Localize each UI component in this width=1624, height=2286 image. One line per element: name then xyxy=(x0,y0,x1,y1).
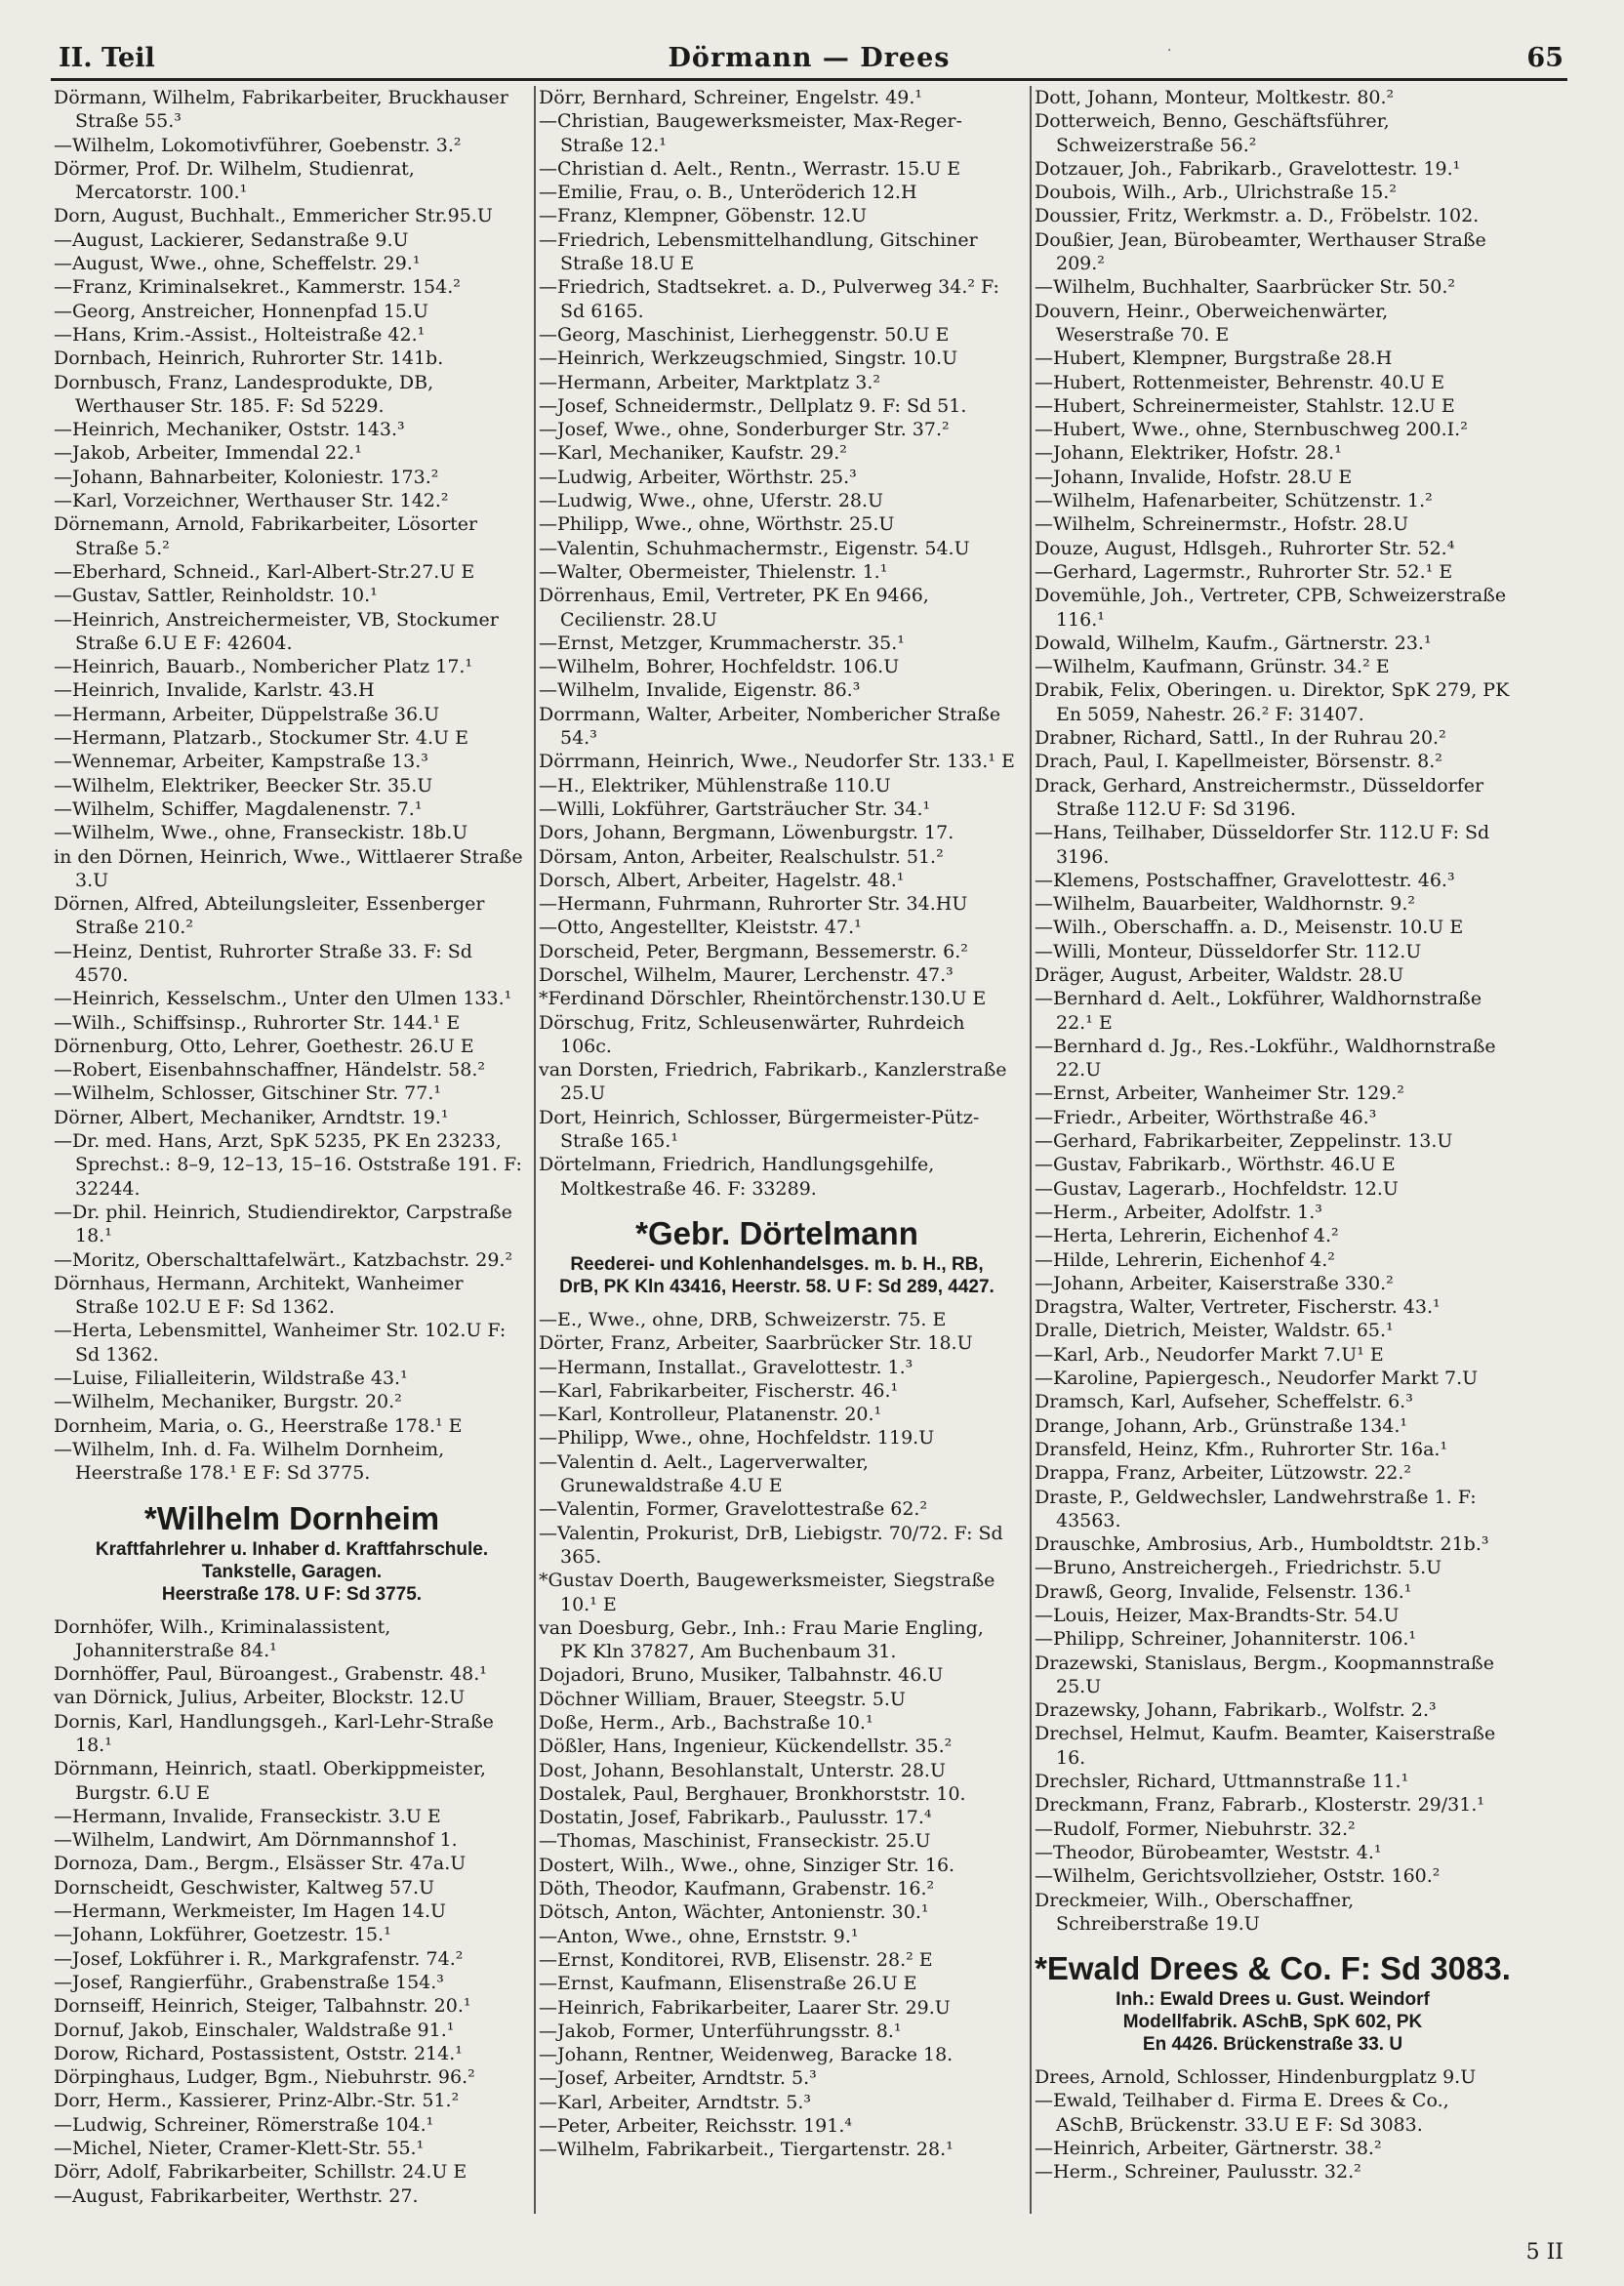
directory-entry: —Theodor, Bürobeamter, Weststr. 4.¹ xyxy=(1035,1841,1382,1863)
directory-entry: —Wilhelm, Fabrikarbeit., Tiergartenstr. 28.¹ xyxy=(539,2139,954,2161)
directory-entry: —Hermann, Arbeiter, Düppelstraße 36.U xyxy=(54,703,440,725)
directory-entry: —Emilie, Frau, o. B., Unteröderich 12.H xyxy=(539,182,917,204)
directory-entry: —Heinrich, Werkzeugschmied, Singstr. 10.U xyxy=(539,347,958,370)
directory-entry: Dorr, Herm., Kassierer, Prinz-Albr.-Str. 51.² xyxy=(54,2090,460,2112)
directory-entry: —Ludwig, Schreiner, Römerstraße 104.¹ xyxy=(54,2113,434,2136)
directory-entry: —Heinrich, Bauarb., Nombericher Platz 17.¹ xyxy=(54,656,473,678)
directory-entry: Dowald, Wilhelm, Kaufm., Gärtnerstr. 23.¹ xyxy=(1035,632,1432,654)
directory-entry: Doussier, Fritz, Werkmstr. a. D., Fröbelstr. 102. xyxy=(1035,205,1480,227)
directory-entry: —Wilhelm, Bohrer, Hochfeldstr. 106.U xyxy=(539,656,900,678)
directory-entry: —H., Elektriker, Mühlenstraße 110.U xyxy=(539,774,891,796)
directory-entry: —Christian, Baugewerksmeister, Max-Reger-Straße 12.¹ xyxy=(539,110,962,156)
directory-entry: Dramsch, Karl, Aufseher, Scheffelstr. 6.³ xyxy=(1035,1391,1413,1413)
directory-entry: —Otto, Angestellter, Kleiststr. 47.¹ xyxy=(539,917,862,939)
directory-entry: —Friedrich, Stadtsekret. a. D., Pulverweg 34.² F: Sd 6165. xyxy=(539,276,999,322)
directory-entry: —Hubert, Wwe., ohne, Sternbuschweg 200.I.² xyxy=(1035,419,1468,441)
directory-entry: —Herta, Lehrerin, Eichenhof 4.² xyxy=(1035,1225,1339,1247)
directory-entry: Dörr, Adolf, Fabrikarbeiter, Schillstr. 24.U E xyxy=(54,2161,467,2184)
directory-entry: —Wilhelm, Lokomotivführer, Goebenstr. 3.² xyxy=(54,134,462,156)
directory-entry: Douze, August, Hdlsgeh., Ruhrorter Str. 52.⁴ xyxy=(1035,537,1455,559)
directory-entry: Dostatin, Josef, Fabrikarb., Paulusstr. 17.⁴ xyxy=(539,1807,932,1829)
directory-entry: Dornseiff, Heinrich, Steiger, Talbahnstr. 20.¹ xyxy=(54,1995,471,2018)
directory-entry: Doße, Herm., Arb., Bachstraße 10.¹ xyxy=(539,1712,873,1734)
directory-entry: —Ewald, Teilhaber d. Firma E. Drees & Co., ASchB, Brückenstr. 33.U E F: Sd 3083. xyxy=(1035,2090,1449,2136)
directory-entry: —Ernst, Kaufmann, Elisenstraße 26.U E xyxy=(539,1973,917,1995)
directory-entry: —Franz, Kriminalsekret., Kammerstr. 154.² xyxy=(54,276,461,299)
directory-entry: —Josef, Rangierführ., Grabenstraße 154.³ xyxy=(54,1971,444,1993)
directory-entry: Dornis, Karl, Handlungsgeh., Karl-Lehr-Straße 18.¹ xyxy=(54,1710,494,1756)
directory-entry: Dorschel, Wilhelm, Maurer, Lerchenstr. 47.³ xyxy=(539,963,954,986)
directory-entry: Dost, Johann, Besohlanstalt, Unterstr. 28.U xyxy=(539,1759,946,1781)
directory-entry: —Hermann, Invalide, Franseckistr. 3.U E xyxy=(54,1805,441,1827)
directory-entry: —Willi, Lokführer, Gartsträucher Str. 34.¹ xyxy=(539,797,931,820)
directory-entry: —Wilhelm, Landwirt, Am Dörnmannshof 1. xyxy=(54,1829,458,1852)
directory-entry: —Hermann, Installat., Gravelottestr. 1.³ xyxy=(539,1356,914,1378)
directory-entry: Dörschug, Fritz, Schleusenwärter, Ruhrdeich 106c. xyxy=(539,1011,965,1057)
directory-entry: —Willi, Monteur, Düsseldorfer Str. 112.U xyxy=(1035,940,1422,962)
directory-entry: —August, Lackierer, Sedanstraße 9.U xyxy=(54,228,409,251)
directory-entry: —Hermann, Fuhrmann, Ruhrorter Str. 34.HU xyxy=(539,893,968,916)
directory-entry: Dörrenhaus, Emil, Vertreter, PK En 9466, Cecilienstr. 28.U xyxy=(539,585,929,631)
directory-entry: Dörnemann, Arnold, Fabrikarbeiter, Lösorter Straße 5.² xyxy=(54,513,478,559)
directory-entry: Dörner, Albert, Mechaniker, Arndtstr. 19.¹ xyxy=(54,1106,449,1128)
column-1 xyxy=(54,86,530,2233)
advertisement-title: *Gebr. Dörtelmann xyxy=(635,1214,918,1251)
directory-entry: Drees, Arnold, Schlosser, Hindenburgplatz 9.U xyxy=(1035,2066,1477,2089)
directory-entry: Dors, Johann, Bergmann, Löwenburgstr. 17. xyxy=(539,822,954,844)
directory-entry: —Gustav, Lagerarb., Hochfeldstr. 12.U xyxy=(1035,1177,1399,1200)
directory-entry: —Herm., Schreiner, Paulusstr. 32.² xyxy=(1035,2161,1361,2184)
directory-entry: —Hans, Teilhaber, Düsseldorfer Str. 112.U F: Sd 3196. xyxy=(1035,822,1490,868)
directory-entry: —Josef, Arbeiter, Arndtstr. 5.³ xyxy=(539,2067,817,2090)
page-header xyxy=(51,39,1567,81)
directory-entry: Dotzauer, Joh., Fabrikarb., Gravelottestr. 19.¹ xyxy=(1035,157,1461,180)
directory-entry: Dörnhaus, Hermann, Architekt, Wanheimer Straße 102.U E F: Sd 1362. xyxy=(54,1272,464,1319)
directory-entry: —Bernhard d. Jg., Res.-Lokführ., Waldhornstraße 22.U xyxy=(1035,1035,1496,1082)
directory-entry: —Johann, Lokführer, Goetzestr. 15.¹ xyxy=(54,1924,391,1946)
directory-entry: —Hermann, Platzarb., Stockumer Str. 4.U E xyxy=(54,727,468,750)
directory-entry: —Dr. med. Hans, Arzt, SpK 5235, PK En 23233, Sprechst.: 8–9, 12–13, 15–16. Oststraße 191. F: 32244. xyxy=(54,1130,522,1200)
directory-entry: —Peter, Arbeiter, Reichsstr. 191.⁴ xyxy=(539,2115,853,2138)
directory-entry: Dötsch, Anton, Wächter, Antonienstr. 30.¹ xyxy=(539,1901,929,1924)
directory-entry: —Valentin, Prokurist, DrB, Liebigstr. 70/72. F: Sd 365. xyxy=(539,1522,1003,1568)
section-label: II. Teil xyxy=(59,43,155,73)
directory-entry: —Ernst, Konditorei, RVB, Elisenstr. 28.² E xyxy=(539,1948,933,1971)
directory-entry: —Johann, Elektriker, Hofstr. 28.¹ xyxy=(1035,442,1342,465)
directory-entry: Drabik, Felix, Oberingen. u. Direktor, SpK 279, PK En 5059, Nahestr. 26.² F: 31407. xyxy=(1035,679,1510,725)
directory-entry: Drechsel, Helmut, Kaufm. Beamter, Kaiserstraße 16. xyxy=(1035,1723,1496,1769)
directory-entry: —Walter, Obermeister, Thielenstr. 1.¹ xyxy=(539,560,888,583)
directory-entry: —Michel, Nieter, Cramer-Klett-Str. 55.¹ xyxy=(54,2138,425,2160)
directory-entry: —Heinrich, Anstreichermeister, VB, Stockumer Straße 6.U E F: 42604. xyxy=(54,608,499,654)
directory-entry: —Christian d. Aelt., Rentn., Werrastr. 15.U E xyxy=(539,157,961,180)
directory-entry: —Wilhelm, Wwe., ohne, Franseckistr. 18b.U xyxy=(54,822,468,844)
directory-entry: —Hilde, Lehrerin, Eichenhof 4.² xyxy=(1035,1248,1335,1271)
directory-entry: —Hermann, Arbeiter, Marktplatz 3.² xyxy=(539,371,881,393)
directory-entry: in den Dörnen, Heinrich, Wwe., Wittlaerer Straße 3.U xyxy=(54,845,523,891)
directory-entry: —Karl, Mechaniker, Kaufstr. 29.² xyxy=(539,442,847,465)
advertisement-line: En 4426. Brückenstraße 33. U xyxy=(1142,2034,1403,2056)
directory-entry: van Doesburg, Gebr., Inh.: Frau Marie Engling, PK Kln 37827, Am Buchenbaum 31. xyxy=(539,1616,984,1663)
directory-entry: Drauschke, Ambrosius, Arb., Humboldtstr. 21b.³ xyxy=(1035,1533,1489,1556)
directory-entry: Dornuf, Jakob, Einschaler, Waldstraße 91.¹ xyxy=(54,2019,455,2041)
directory-entry: —Valentin d. Aelt., Lagerverwalter, Grunewaldstraße 4.U E xyxy=(539,1450,869,1497)
directory-entry: Dörnmann, Heinrich, staatl. Oberkippmeister, Burgstr. 6.U E xyxy=(54,1758,486,1804)
directory-entry: Douvern, Heinr., Oberweichenwärter, Weserstraße 70. E xyxy=(1035,300,1389,346)
directory-entry: —Johann, Rentner, Weidenweg, Baracke 18. xyxy=(539,2044,954,2066)
directory-entry: van Dorsten, Friedrich, Fabrikarb., Kanzlerstraße 25.U xyxy=(539,1059,1007,1105)
directory-entry: —Wennemar, Arbeiter, Kampstraße 13.³ xyxy=(54,751,428,773)
directory-entry: Dornhöfer, Wilh., Kriminalassistent, Johanniterstraße 84.¹ xyxy=(54,1615,391,1661)
directory-entry: Dornhöffer, Paul, Büroangest., Grabenstr. 48.¹ xyxy=(54,1663,487,1686)
directory-entry: —Friedr., Arbeiter, Wörthstraße 46.³ xyxy=(1035,1106,1377,1128)
directory-entry: —Franz, Klempner, Göbenstr. 12.U xyxy=(539,205,868,227)
directory-entry: —Karl, Kontrolleur, Platanenstr. 20.¹ xyxy=(539,1404,882,1426)
directory-entry: —Karl, Fabrikarbeiter, Fischerstr. 46.¹ xyxy=(539,1379,899,1402)
directory-entry: —Josef, Wwe., ohne, Sonderburger Str. 37.² xyxy=(539,419,950,441)
directory-entry: Dojadori, Bruno, Musiker, Talbahnstr. 46.U xyxy=(539,1664,944,1687)
directory-entry: Dörmer, Prof. Dr. Wilhelm, Studienrat, Mercatorstr. 100.¹ xyxy=(54,157,415,204)
directory-entry: Dotterweich, Benno, Geschäftsführer, Schweizerstraße 56.² xyxy=(1035,110,1390,156)
directory-entry: Dralle, Dietrich, Meister, Waldstr. 65.¹ xyxy=(1035,1320,1394,1342)
directory-entry: Dragstra, Walter, Vertreter, Fischerstr. 43.¹ xyxy=(1035,1296,1441,1319)
directory-entry: Dornbach, Heinrich, Ruhrorter Str. 141b. xyxy=(54,347,444,370)
advertisement-block xyxy=(539,1214,1015,1298)
directory-entry: Drazewski, Stanislaus, Bergm., Koopmannstraße 25.U xyxy=(1035,1652,1494,1697)
column-rule xyxy=(534,86,536,2214)
directory-entry: —Wilhelm, Schlosser, Gitschiner Str. 77.¹ xyxy=(54,1082,441,1105)
directory-entry: —Karl, Arb., Neudorfer Markt 7.U¹ E xyxy=(1035,1343,1384,1366)
directory-entry: —Josef, Schneidermstr., Dellplatz 9. F: Sd 51. xyxy=(539,394,967,417)
directory-entry: Doußier, Jean, Bürobeamter, Werthauser Straße 209.² xyxy=(1035,228,1486,275)
directory-entry: —Philipp, Schreiner, Johanniterstr. 106.¹ xyxy=(1035,1628,1417,1651)
directory-entry: —Louis, Heizer, Max-Brandts-Str. 54.U xyxy=(1035,1605,1400,1626)
directory-entry: —Hermann, Werkmeister, Im Hagen 14.U xyxy=(54,1900,447,1923)
advertisement-line: Kraftfahrlehrer u. Inhaber d. Kraftfahrschule. Tankstelle, Garagen. xyxy=(95,1538,489,1582)
advertisement-title: *Wilhelm Dornheim xyxy=(143,1499,440,1536)
advertisement-line: Modellfabrik. ASchB, SpK 602, PK xyxy=(1122,2012,1423,2033)
column-rule xyxy=(1030,86,1032,2214)
directory-entry: Dorrmann, Walter, Arbeiter, Nombericher Straße 54.³ xyxy=(539,703,1001,750)
directory-entry: —Eberhard, Schneid., Karl-Albert-Str.27.U E xyxy=(54,560,475,583)
directory-entry: —Klemens, Postschaffner, Gravelottestr. 46.³ xyxy=(1035,869,1455,891)
directory-entry: —Ludwig, Arbeiter, Wörthstr. 25.³ xyxy=(539,466,857,488)
directory-entry: *Gustav Doerth, Baugewerksmeister, Siegstraße 10.¹ E xyxy=(539,1570,995,1615)
directory-entry: —E., Wwe., ohne, DRB, Schweizerstr. 75. E xyxy=(539,1308,947,1330)
directory-entry: —Hans, Krim.-Assist., Holteistraße 42.¹ xyxy=(54,323,426,346)
directory-entry: Dornscheidt, Geschwister, Kaltweg 57.U xyxy=(54,1876,435,1898)
directory-entry: —Heinrich, Invalide, Karlstr. 43.H xyxy=(54,679,375,702)
directory-entry: *Ferdinand Dörschler, Rheintörchenstr.130.U E xyxy=(539,988,987,1010)
directory-entry: Döth, Theodor, Kaufmann, Grabenstr. 16.² xyxy=(539,1878,935,1900)
directory-entry: Dostert, Wilh., Wwe., ohne, Sinziger Str. 16. xyxy=(539,1854,955,1876)
directory-entry: —Georg, Anstreicher, Honnenpfad 15.U xyxy=(54,300,429,322)
directory-entry: van Dörnick, Julius, Arbeiter, Blockstr. 12.U xyxy=(54,1687,466,1709)
directory-entry: —Georg, Maschinist, Lierheggenstr. 50.U E xyxy=(539,323,950,346)
directory-entry: —Wilhelm, Gerichtsvollzieher, Oststr. 160.² xyxy=(1035,1865,1441,1888)
directory-entry: Dörter, Franz, Arbeiter, Saarbrücker Str. 18.U xyxy=(539,1332,973,1355)
advertisement-block xyxy=(1035,1949,1511,2056)
directory-entry: —Wilhelm, Invalide, Eigenstr. 86.³ xyxy=(539,679,861,702)
directory-entry: Drawß, Georg, Invalide, Felsenstr. 136.¹ xyxy=(1035,1580,1412,1603)
directory-entry: —Josef, Lokführer i. R., Markgrafenstr. 74.² xyxy=(54,1947,464,1970)
directory-entry: Dörr, Bernhard, Schreiner, Engelstr. 49.¹ xyxy=(539,87,922,108)
directory-entry: —Wilhelm, Bauarbeiter, Waldhornstr. 9.² xyxy=(1035,893,1416,916)
column-3 xyxy=(1035,86,1511,2233)
directory-entry: —Rudolf, Former, Niebuhrstr. 32.² xyxy=(1035,1817,1356,1840)
advertisement-block xyxy=(54,1499,530,1606)
directory-entry: —Wilhelm, Schreinermstr., Hofstr. 28.U xyxy=(1035,513,1409,536)
directory-entry: —Wilh., Oberschaffn. a. D., Meisenstr. 10.U E xyxy=(1035,917,1464,939)
directory-entry: —Bruno, Anstreichergeh., Friedrichstr. 5.U xyxy=(1035,1557,1442,1579)
directory-entry: Dovemühle, Joh., Vertreter, CPB, Schweizerstraße 116.¹ xyxy=(1035,585,1507,631)
directory-entry: —Wilhelm, Schiffer, Magdalenenstr. 7.¹ xyxy=(54,797,423,820)
directory-entry: —Ernst, Arbeiter, Wanheimer Str. 129.² xyxy=(1035,1082,1404,1105)
directory-entry: —Jakob, Arbeiter, Immendal 22.¹ xyxy=(54,442,362,465)
directory-entry: Dörtelmann, Friedrich, Handlungsgehilfe, Moltkestraße 46. F: 33289. xyxy=(539,1154,935,1200)
directory-entry: —Valentin, Former, Gravelottestraße 62.² xyxy=(539,1498,928,1521)
speck-mark: · xyxy=(1167,43,1172,59)
directory-entry: Dostalek, Paul, Berghauer, Bronkhorststr. 10. xyxy=(539,1782,966,1805)
running-title: Dörmann — Drees xyxy=(668,43,951,73)
directory-entry: —Heinrich, Kesselschm., Unter den Ulmen 133.¹ xyxy=(54,988,512,1010)
directory-entry: Dörmann, Wilhelm, Fabrikarbeiter, Bruckhauser Straße 55.³ xyxy=(54,87,508,133)
directory-entry: —Johann, Invalide, Hofstr. 28.U E xyxy=(1035,466,1353,488)
directory-entry: Dorow, Richard, Postassistent, Oststr. 214.¹ xyxy=(54,2042,463,2064)
advertisement-title: *Ewald Drees & Co. F: Sd 3083. xyxy=(1035,1950,1511,1987)
directory-entry: Drabner, Richard, Sattl., In der Ruhrau 20.² xyxy=(1035,727,1446,750)
directory-entry: —Karl, Vorzeichner, Werthauser Str. 142.² xyxy=(54,490,449,512)
page-footer: 5 II xyxy=(1525,2240,1563,2265)
directory-entry: —Wilhelm, Kaufmann, Grünstr. 34.² E xyxy=(1035,656,1390,678)
directory-entry: —Heinrich, Fabrikarbeiter, Laarer Str. 29.U xyxy=(539,1996,951,2019)
directory-entry: Draste, P., Geldwechsler, Landwehrstraße 1. F: 43563. xyxy=(1035,1486,1477,1531)
directory-entry: Doubois, Wilh., Arb., Ulrichstraße 15.² xyxy=(1035,182,1397,204)
directory-entry: Drechsler, Richard, Uttmannstraße 11.¹ xyxy=(1035,1771,1409,1793)
directory-entry: Dornbusch, Franz, Landesprodukte, DB, Werthauser Str. 185. F: Sd 5229. xyxy=(54,371,434,417)
directory-entry: —Dr. phil. Heinrich, Studiendirektor, Carpstraße 18.¹ xyxy=(54,1201,512,1247)
directory-entry: —Gerhard, Lagermstr., Ruhrorter Str. 52.¹ E xyxy=(1035,560,1453,583)
directory-entry: Dott, Johann, Monteur, Moltkestr. 80.² xyxy=(1035,87,1395,108)
directory-entry: —Valentin, Schuhmachermstr., Eigenstr. 54.U xyxy=(539,537,970,559)
advertisement-line: Inh.: Ewald Drees u. Gust. Weindorf xyxy=(1116,1989,1430,2011)
directory-entry: —Robert, Eisenbahnschaffner, Händelstr. 58.² xyxy=(54,1059,486,1082)
directory-entry: Dreckmeier, Wilh., Oberschaffner, Schreiberstraße 19.U xyxy=(1035,1889,1355,1935)
directory-entry: Dörrmann, Heinrich, Wwe., Neudorfer Str. 133.¹ E xyxy=(539,751,1015,773)
directory-entry: Drach, Paul, I. Kapellmeister, Börsenstr. 8.² xyxy=(1035,751,1442,773)
directory-entry: Drange, Johann, Arb., Grünstraße 134.¹ xyxy=(1035,1414,1408,1437)
directory-entry: —Herm., Arbeiter, Adolfstr. 1.³ xyxy=(1035,1201,1322,1223)
directory-entry: Döchner William, Brauer, Steegstr. 5.U xyxy=(539,1688,906,1710)
directory-entry: Dorscheid, Peter, Bergmann, Bessemerstr. 6.² xyxy=(539,940,968,962)
directory-entry: —Wilhelm, Hafenarbeiter, Schützenstr. 1.² xyxy=(1035,490,1433,512)
directory-entry: Dransfeld, Heinz, Kfm., Ruhrorter Str. 16a.¹ xyxy=(1035,1438,1448,1460)
directory-entry: —Karoline, Papiergesch., Neudorfer Markt 7.U xyxy=(1035,1368,1479,1390)
directory-entry: —August, Fabrikarbeiter, Werthstr. 27. xyxy=(54,2184,419,2207)
directory-entry: —Gerhard, Fabrikarbeiter, Zeppelinstr. 13.U xyxy=(1035,1130,1453,1153)
directory-entry: —Luise, Filialleiterin, Wildstraße 43.¹ xyxy=(54,1368,408,1390)
directory-entry: Dörsam, Anton, Arbeiter, Realschulstr. 51.² xyxy=(539,845,944,868)
directory-entry: —Jakob, Former, Unterführungsstr. 8.¹ xyxy=(539,2020,902,2042)
directory-entry: —Philipp, Wwe., ohne, Wörthstr. 25.U xyxy=(539,513,895,536)
directory-entry: Drappa, Franz, Arbeiter, Lützowstr. 22.² xyxy=(1035,1462,1412,1485)
directory-entry: —Ernst, Metzger, Krummacherstr. 35.¹ xyxy=(539,632,905,654)
directory-entry: Drack, Gerhard, Anstreichermstr., Düsseldorfer Straße 112.U F: Sd 3196. xyxy=(1035,774,1484,820)
page-number: 65 xyxy=(1526,43,1563,73)
directory-entry: Dorn, August, Buchhalt., Emmericher Str.95.U xyxy=(54,205,493,227)
directory-entry: —Gustav, Sattler, Reinholdstr. 10.¹ xyxy=(54,585,378,607)
directory-entry: —Wilhelm, Mechaniker, Burgstr. 20.² xyxy=(54,1391,402,1413)
directory-entry: Dorsch, Albert, Arbeiter, Hagelstr. 48.¹ xyxy=(539,869,905,891)
directory-entry: —Heinrich, Arbeiter, Gärtnerstr. 38.² xyxy=(1035,2138,1382,2160)
directory-entry: —August, Wwe., ohne, Scheffelstr. 29.¹ xyxy=(54,253,421,275)
directory-entry: Dornheim, Maria, o. G., Heerstraße 178.¹ E xyxy=(54,1414,463,1437)
directory-entry: Dräger, August, Arbeiter, Waldstr. 28.U xyxy=(1035,963,1404,986)
directory-entry: —Karl, Arbeiter, Arndtstr. 5.³ xyxy=(539,2091,812,2113)
directory-entry: Dörnen, Alfred, Abteilungsleiter, Essenberger Straße 210.² xyxy=(54,893,485,939)
directory-entry: —Johann, Bahnarbeiter, Koloniestr. 173.² xyxy=(54,466,439,488)
directory-entry: —Gustav, Fabrikarb., Wörthstr. 46.U E xyxy=(1035,1154,1396,1176)
directory-entry: —Herta, Lebensmittel, Wanheimer Str. 102.U F: Sd 1362. xyxy=(54,1320,507,1366)
advertisement-line: DrB, PK Kln 43416, Heerstr. 58. U F: Sd 289, 4427. xyxy=(559,1276,995,1297)
directory-entry: —Wilhelm, Buchhalter, Saarbrücker Str. 50.² xyxy=(1035,276,1455,299)
directory-entry: —Thomas, Maschinist, Franseckistr. 25.U xyxy=(539,1830,931,1853)
directory-entry: —Heinz, Dentist, Ruhrorter Straße 33. F: Sd 4570. xyxy=(54,940,472,986)
directory-entry: —Johann, Arbeiter, Kaiserstraße 330.² xyxy=(1035,1272,1394,1294)
directory-entry: —Ludwig, Wwe., ohne, Uferstr. 28.U xyxy=(539,490,884,512)
directory-entry: Dornoza, Dam., Bergm., Elsässer Str. 47a.U xyxy=(54,1853,467,1875)
directory-entry: Dörpinghaus, Ludger, Bgm., Niebuhrstr. 96.² xyxy=(54,2066,475,2089)
directory-entry: —Wilh., Schiffsinsp., Ruhrorter Str. 144.¹ E xyxy=(54,1011,461,1034)
directory-entry: Dreckmann, Franz, Fabrarb., Klosterstr. 29/31.¹ xyxy=(1035,1794,1484,1817)
directory-entry: Drazewsky, Johann, Fabrikarb., Wolfstr. 2.³ xyxy=(1035,1699,1437,1722)
directory-entry: —Hubert, Klempner, Burgstraße 28.H xyxy=(1035,347,1393,370)
directory-entry: —Friedrich, Lebensmittelhandlung, Gitschiner Straße 18.U E xyxy=(539,228,978,275)
directory-entry: —Hubert, Rottenmeister, Behrenstr. 40.U E xyxy=(1035,371,1445,393)
advertisement-line: Reederei- und Kohlenhandelsges. m. b. H., RB, xyxy=(570,1253,984,1275)
directory-entry: Dößler, Hans, Ingenieur, Kückendellstr. 35.² xyxy=(539,1735,953,1758)
directory-entry: —Heinrich, Mechaniker, Oststr. 143.³ xyxy=(54,419,405,441)
directory-entry: —Anton, Wwe., ohne, Ernststr. 9.¹ xyxy=(539,1925,859,1947)
directory-entry: —Hubert, Schreinermeister, Stahlstr. 12.U E xyxy=(1035,394,1455,417)
directory-entry: Dort, Heinrich, Schlosser, Bürgermeister-Pütz-Straße 165.¹ xyxy=(539,1106,980,1153)
column-2 xyxy=(539,86,1015,2233)
directory-entry: —Philipp, Wwe., ohne, Hochfeldstr. 119.U xyxy=(539,1427,935,1449)
directory-entry: —Wilhelm, Elektriker, Beecker Str. 35.U xyxy=(54,774,433,796)
directory-entry: Dörnenburg, Otto, Lehrer, Goethestr. 26.U E xyxy=(54,1035,474,1057)
directory-entry: —Bernhard d. Aelt., Lokführer, Waldhornstraße 22.¹ E xyxy=(1035,988,1482,1034)
directory-entry: —Wilhelm, Inh. d. Fa. Wilhelm Dornheim, Heerstraße 178.¹ E F: Sd 3775. xyxy=(54,1438,445,1485)
advertisement-line: Heerstraße 178. U F: Sd 3775. xyxy=(161,1583,423,1605)
directory-entry: —Moritz, Oberschalttafelwärt., Katzbachstr. 29.² xyxy=(54,1248,513,1271)
